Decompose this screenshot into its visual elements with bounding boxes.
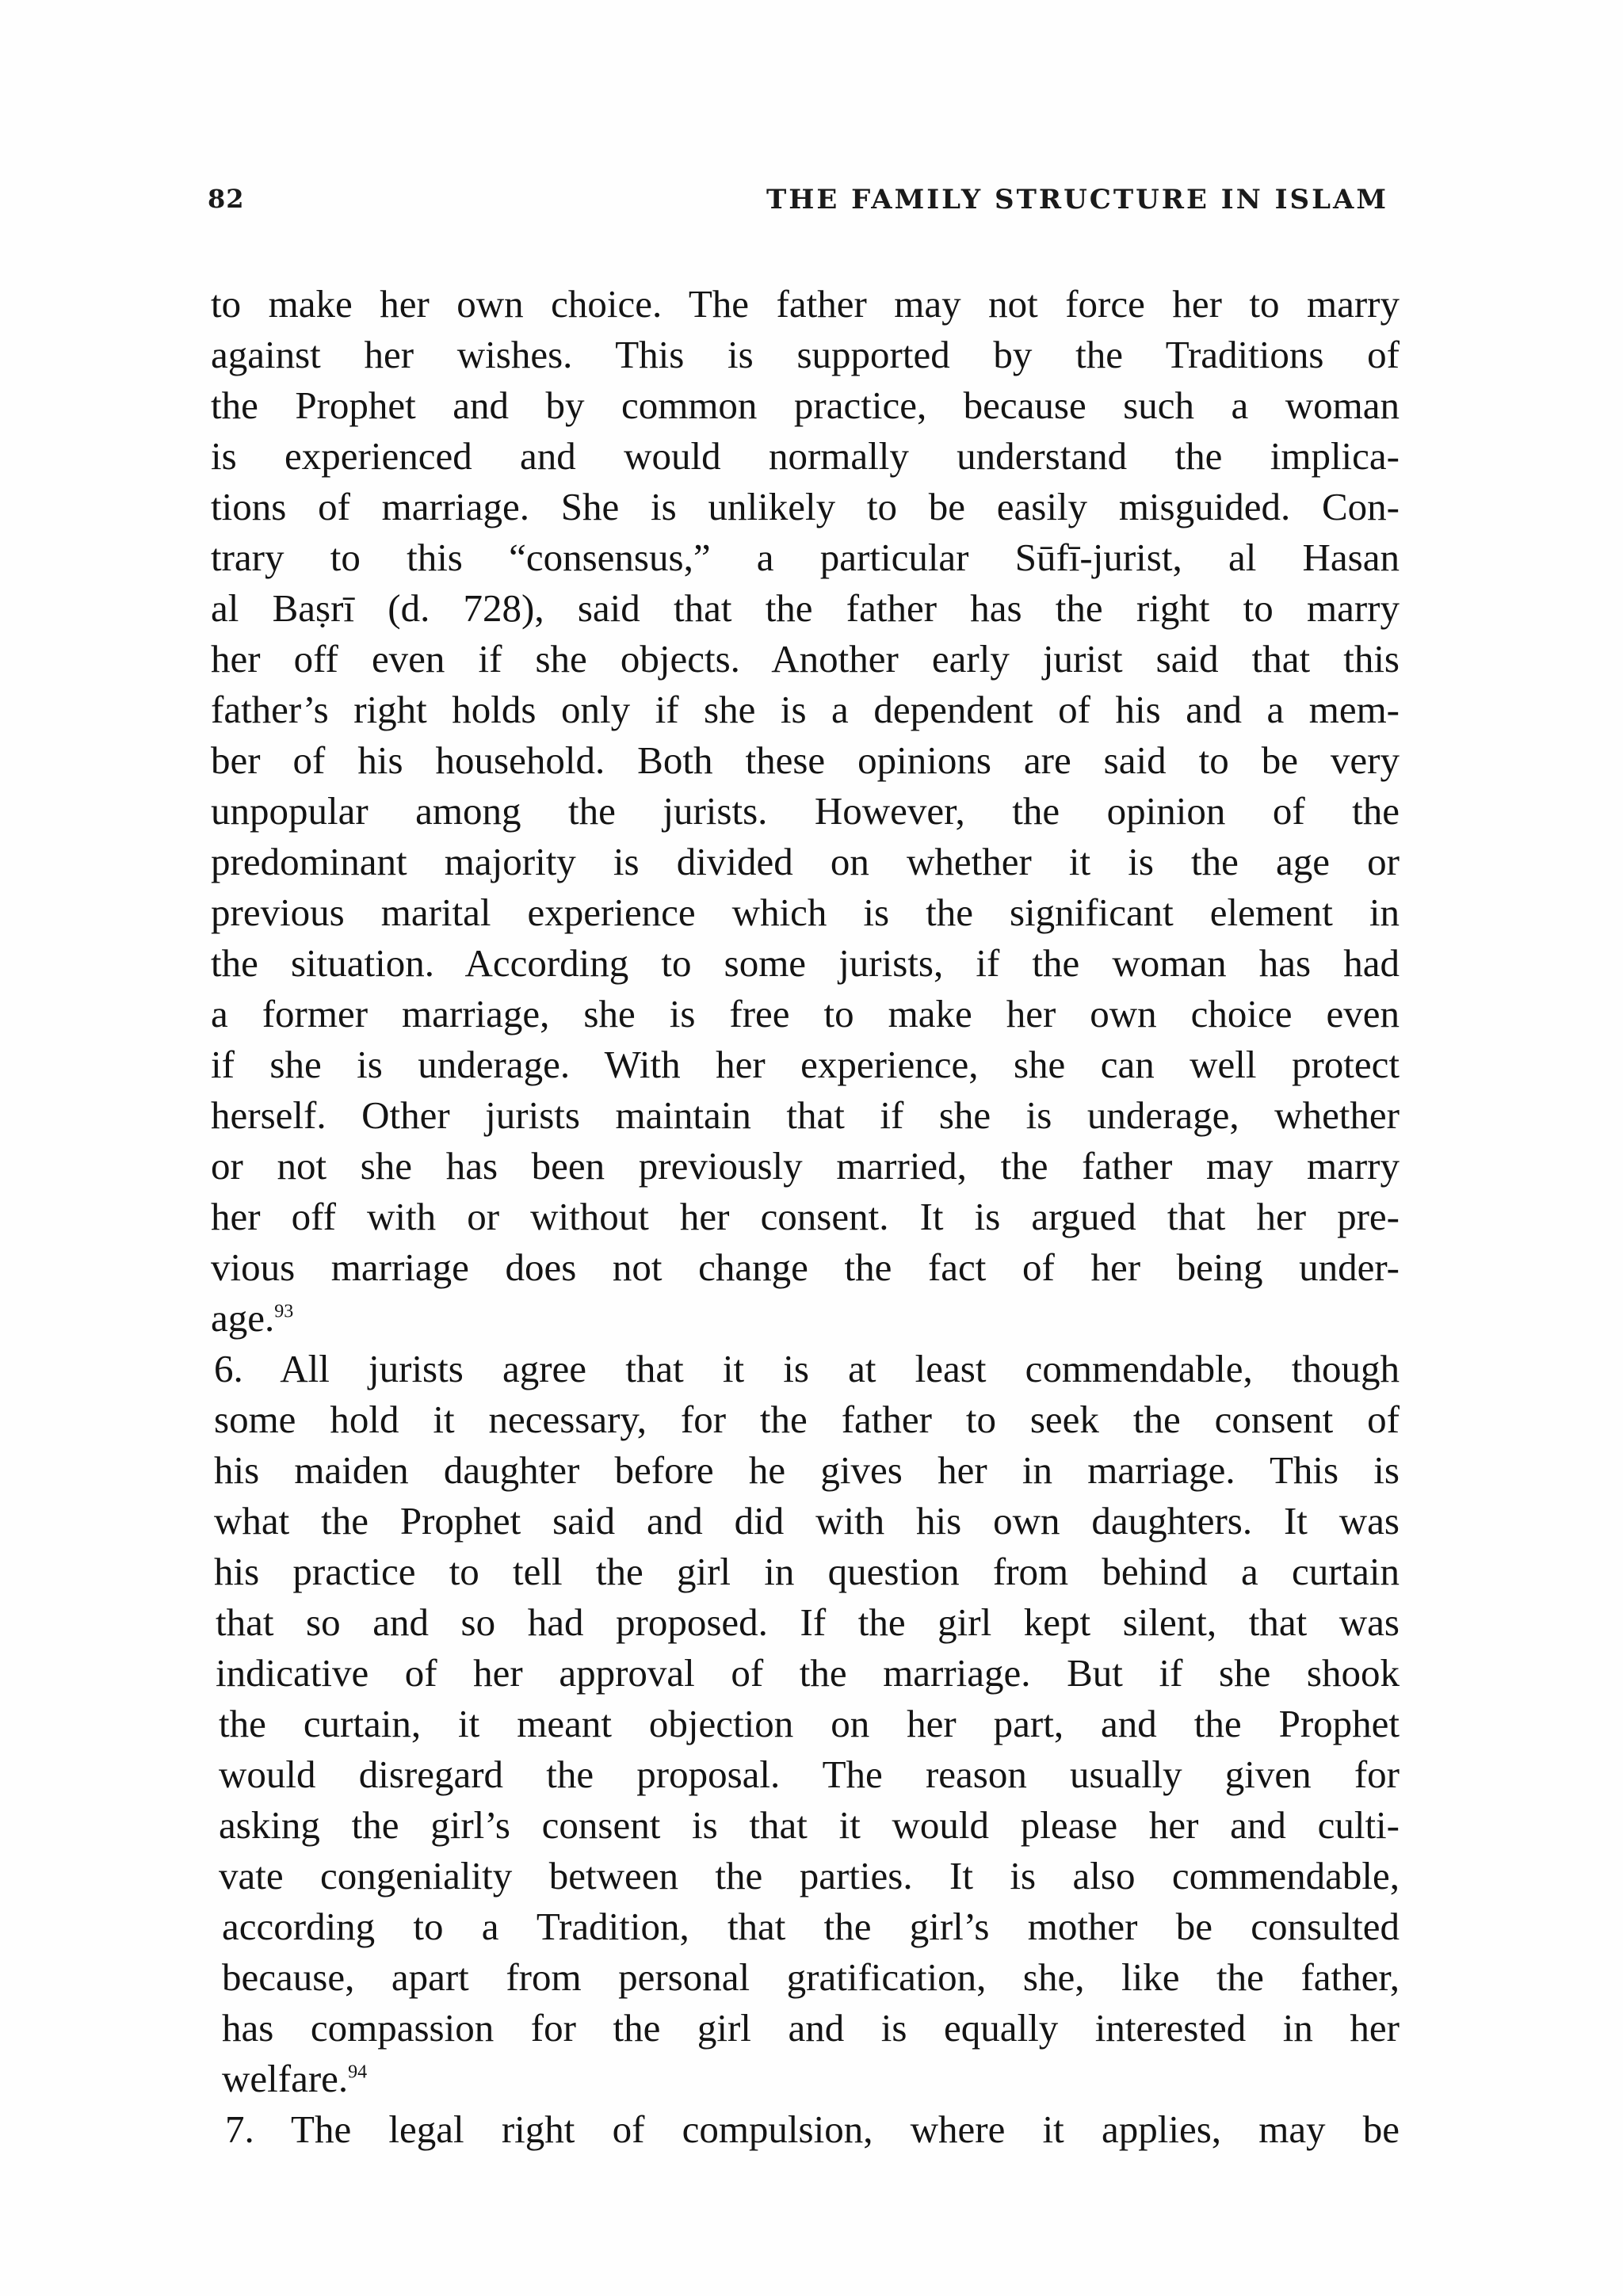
text-line: asking the girl’s consent is that it would please her and culti- [219, 1803, 1400, 1847]
footnote-marker: 93 [274, 1301, 294, 1322]
text-line: is experienced and would normally understand the implica- [211, 434, 1400, 478]
text-line: ber of his household. Both these opinions are said to be very [211, 738, 1400, 782]
text-line: if she is underage. With her experience, she can well protect [211, 1043, 1400, 1086]
text-line: because, apart from personal gratification, she, like the father, [222, 1955, 1400, 1999]
text-line: would disregard the proposal. The reason usually given for [219, 1753, 1400, 1796]
text-line: the curtain, it meant objection on her part, and the Prophet [219, 1702, 1400, 1745]
text-line: herself. Other jurists maintain that if she is underage, whether [211, 1093, 1400, 1137]
text-line: tions of marriage. She is unlikely to be easily misguided. Con- [211, 485, 1400, 528]
text-line: the Prophet and by common practice, because such a woman [211, 383, 1400, 427]
body-text [211, 279, 1400, 2155]
line-text: age. [211, 1296, 275, 1340]
text-line: al Baṣrī (d. 728), said that the father has the right to marry [211, 586, 1400, 630]
text-line: her off with or without her consent. It is argued that her pre- [211, 1195, 1400, 1238]
text-line: indicative of her approval of the marriage. But if she shook [216, 1651, 1400, 1695]
text-line: what the Prophet said and did with his own daughters. It was [214, 1499, 1400, 1543]
text-line: father’s right holds only if she is a dependent of his and a mem- [211, 688, 1400, 731]
footnote-marker: 94 [348, 2061, 368, 2083]
text-line: the situation. According to some jurists, if the woman has had [211, 941, 1400, 985]
text-line: or not she has been previously married, the father may marry [211, 1144, 1400, 1188]
numbered-paragraph-start: 7. The legal right of compulsion, where it applies, may be [225, 2107, 1400, 2151]
running-head [208, 184, 1388, 231]
text-line: previous marital experience which is the significant element in [211, 891, 1400, 934]
numbered-paragraph-start: 6. All jurists agree that it is at least commendable, though [214, 1347, 1400, 1390]
text-line: vious marriage does not change the fact of her being under- [211, 1245, 1400, 1289]
text-line: his practice to tell the girl in question from behind a curtain [214, 1550, 1400, 1593]
text-line: to make her own choice. The father may not force her to marry [211, 282, 1400, 326]
text-line: unpopular among the jurists. However, the opinion of the [211, 789, 1400, 833]
text-line: has compassion for the girl and is equally interested in her [222, 2006, 1400, 2050]
text-line: her off even if she objects. Another early jurist said that this [211, 637, 1400, 681]
line-text: welfare. [222, 2057, 349, 2100]
text-line: predominant majority is divided on whether it is the age or [211, 840, 1400, 883]
text-line-with-footnote [211, 2054, 1400, 2104]
text-line: his maiden daughter before he gives her in marriage. This is [214, 1448, 1400, 1492]
text-line: some hold it necessary, for the father to seek the consent of [214, 1398, 1400, 1441]
page-number: 82 [208, 184, 245, 214]
text-line: according to a Tradition, that the girl’s mother be consulted [222, 1905, 1400, 1948]
text-line: against her wishes. This is supported by the Traditions of [211, 333, 1400, 376]
text-line: that so and so had proposed. If the girl kept silent, that was [216, 1600, 1400, 1644]
text-line: trary to this “consensus,” a particular Sūfī-jurist, al Hasan [211, 536, 1400, 579]
text-line: vate congeniality between the parties. It is also commendable, [219, 1854, 1400, 1897]
running-title: THE FAMILY STRUCTURE IN ISLAM [766, 184, 1388, 215]
text-line: a former marriage, she is free to make her own choice even [211, 992, 1400, 1035]
text-line-with-footnote [211, 1293, 1400, 1344]
